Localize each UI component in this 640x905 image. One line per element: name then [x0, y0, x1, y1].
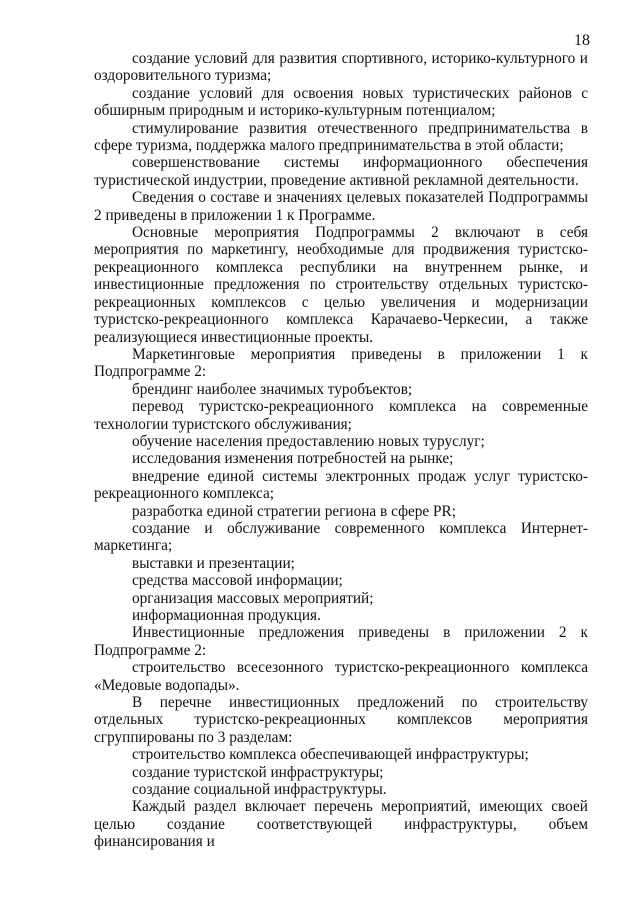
list-item-honey-waterfalls: строительство всесезонного туристско-рекреационного комплекса «Медовые водопады». — [94, 659, 588, 694]
list-item-sports-tourism: создание условий для развития спортивного, историко-культурного и оздоровительного туризма; — [94, 50, 588, 85]
list-item-market-research: исследования изменения потребностей на рынке; — [132, 450, 454, 468]
paragraph-sections-intro: В перечне инвестиционных предложений по строительству отдельных туристско-рекреационных комплексов мероприятия сгруппированы по 3 разделам: — [94, 694, 588, 746]
list-item-support-infrastructure: строительство комплекса обеспечивающей инфраструктуры; — [132, 746, 529, 764]
body-text — [94, 50, 588, 851]
list-item-branding: брендинг наиболее значимых туробъектов; — [132, 380, 413, 398]
list-item-mass-events: организация массовых мероприятий; — [132, 589, 374, 607]
list-item-entrepreneurship: стимулирование развития отечественного предпринимательства в сфере туризма, поддержка малого предпринимательства в этой области; — [94, 119, 588, 155]
list-item-mass-media: средства массовой информации; — [132, 572, 343, 590]
paragraph-main-activities: Основные мероприятия Подпрограммы 2 включают в себя мероприятия по маркетингу, необходимые для продвижения туристско-рекреационного комплекса республики на внутреннем рынке, и инвестиционные предложения по строительству отдельных туристско-рекреационных комплексов с целью увеличения и модернизации туристско-рекреационного комплекса Карачаево-Черкесии, а также реализующиеся инвестиционные проекты. — [94, 224, 588, 346]
list-item-exhibitions: выставки и презентации; — [132, 554, 295, 572]
list-item-technology-transfer: перевод туристско-рекреационного комплекса на современные технологии туристского обслуживания; — [94, 398, 588, 433]
paragraph-each-section: Каждый раздел включает перечень мероприятий, имеющих своей целью создание соответствующей инфраструктуры, объем финансирования и — [94, 798, 588, 851]
list-item-new-districts: создание условий для освоения новых туристических районов с обширным природным и историко-культурным потенциалом; — [94, 84, 588, 120]
list-item-information-products: информационная продукция. — [132, 607, 321, 624]
list-item-internet-marketing: создание и обслуживание современного комплекса Интернет-маркетинга; — [94, 519, 588, 555]
paragraph-target-indicators: Сведения о составе и значениях целевых показателей Подпрограммы 2 приведены в приложении 1 к Программе. — [94, 189, 588, 224]
list-item-population-training: обучение населения предоставлению новых туруслуг; — [132, 432, 485, 450]
page-number: 18 — [574, 32, 590, 49]
list-item-tourist-infrastructure: создание туристской инфраструктуры; — [132, 763, 384, 781]
paragraph-marketing-intro: Маркетинговые мероприятия приведены в приложении 1 к Подпрограмме 2: — [94, 345, 588, 381]
list-item-social-infrastructure: создание социальной инфраструктуры. — [132, 781, 387, 799]
list-item-information-support: совершенствование системы информационного обеспечения туристической индустрии, проведение активной рекламной деятельности. — [94, 154, 588, 189]
list-item-electronic-sales: внедрение единой системы электронных продаж услуг туристско-рекреационного комплекса; — [94, 467, 588, 503]
paragraph-investment-intro: Инвестиционные предложения приведены в приложении 2 к Подпрограмме 2: — [94, 624, 588, 659]
list-item-pr-strategy: разработка единой стратегии региона в сфере PR; — [132, 502, 456, 520]
